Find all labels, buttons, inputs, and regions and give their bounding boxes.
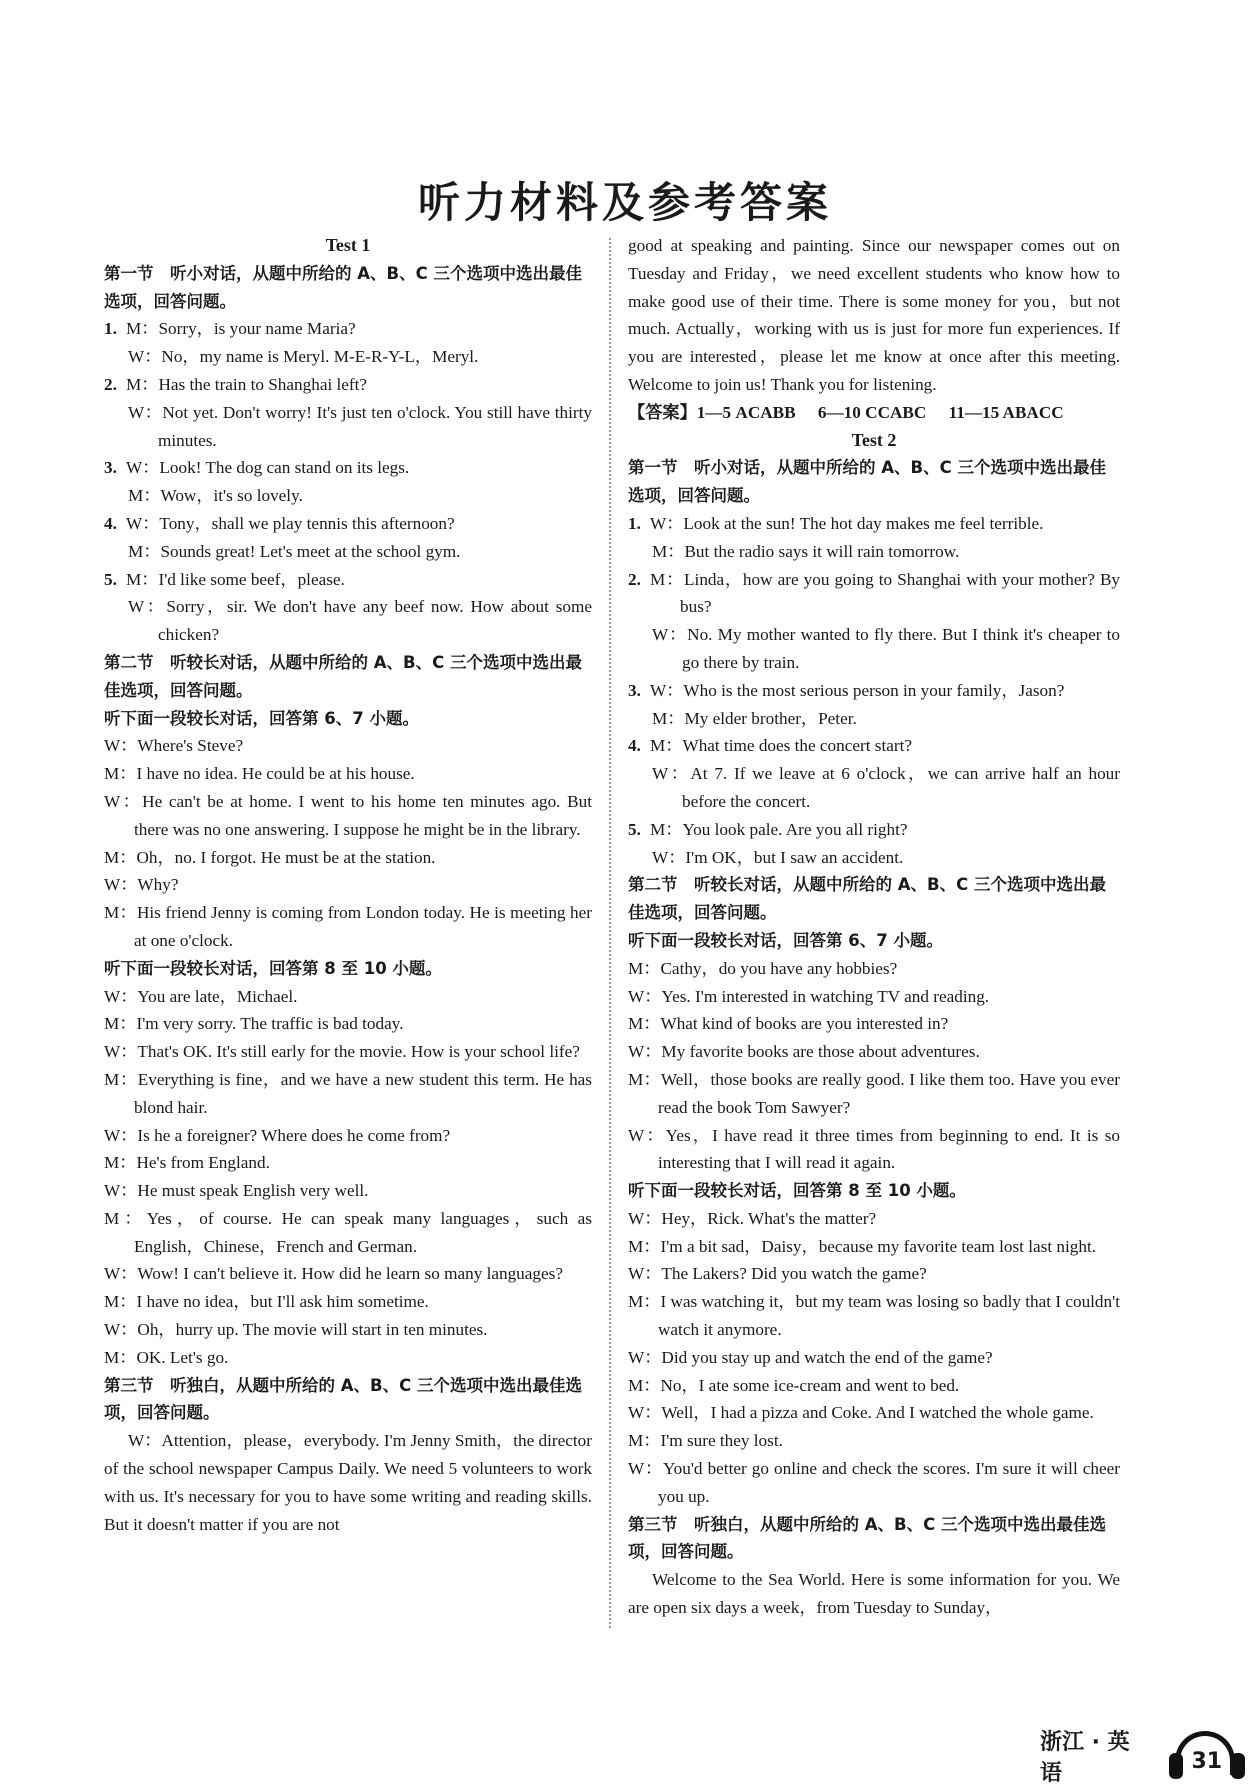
- test2-subheading-8-10: 听下面一段较长对话，回答第 8 至 10 小题。: [628, 1181, 966, 1201]
- monologue-text: W：Attention，please，everybody. I'm Jenny Smith，the director of the school newspaper Campus Daily. We need 5 volunteers to work with us. It's necessary for you to have some writing and reading skills. But it doesn't matter if you are not: [104, 1431, 592, 1534]
- question-number: 3.: [628, 680, 641, 700]
- question-number: 5.: [104, 569, 117, 589]
- page-title: 听力材料及参考答案: [417, 178, 832, 227]
- column-divider: [609, 238, 611, 1628]
- dialogue-line: M：Linda，how are you going to Shanghai with your mother? By bus?: [650, 569, 1120, 617]
- dialogue-line: W：You are late，Michael.: [104, 986, 298, 1006]
- test1-section2-heading: 第二节 听较长对话，从题中所给的 A、B、C 三个选项中选出最佳选项，回答问题。: [104, 652, 582, 700]
- dialogue-line: W：Why?: [104, 875, 179, 895]
- test1-answer-key: [628, 399, 1120, 427]
- dialogue-line: W：At 7. If we leave at 6 o'clock，we can arrive half an hour before the concert.: [652, 764, 1120, 811]
- test1-subheading-8-10: 听下面一段较长对话，回答第 8 至 10 小题。: [104, 958, 442, 978]
- dialogue-line: M：Well，those books are really good. I like them too. Have you ever read the book Tom Sawyer?: [628, 1069, 1120, 1117]
- test1-section1-heading: 第一节 听小对话，从题中所给的 A、B、C 三个选项中选出最佳选项，回答问题。: [104, 263, 582, 311]
- dialogue-line: W：He can't be at home. I went to his home ten minutes ago. But there was no one answering. I suppose he might be in the library.: [104, 791, 592, 839]
- dialogue-line: W：Who is the most serious person in your family，Jason?: [650, 680, 1065, 700]
- footer-label: 浙江 · 英语: [1040, 1730, 1130, 1786]
- dialogue-line: W：Look! The dog can stand on its legs.: [126, 458, 410, 478]
- test2-section2-heading: 第二节 听较长对话，从题中所给的 A、B、C 三个选项中选出最佳选项，回答问题。: [628, 875, 1106, 923]
- monologue-text: Welcome to the Sea World. Here is some information for you. We are open six days a week，from Tuesday to Sunday，: [628, 1570, 1120, 1618]
- dialogue-line: M：What time does the concert start?: [650, 736, 913, 756]
- test2-question-3: [628, 677, 1120, 733]
- question-number: 3.: [104, 458, 117, 478]
- dialogue-line: W：He must speak English very well.: [104, 1181, 369, 1201]
- question-number: 4.: [628, 736, 641, 756]
- monologue-continuation: good at speaking and painting. Since our newspaper comes out on Tuesday and Friday，we need excellent students who know how to make good use of their time. There is some money for you，but not much. Actually，working with us is just for more fun experiences. If you are interested，please let me know at once after this meeting. Welcome to join us! Thank you for listening.: [628, 236, 1120, 394]
- dialogue-line: W：Where's Steve?: [104, 736, 244, 756]
- headphone-icon: [1161, 1731, 1250, 1781]
- dialogue-line: M：What kind of books are you interested in?: [628, 1014, 949, 1034]
- dialogue-line: M：OK. Let's go.: [104, 1347, 229, 1367]
- dialogue-line: W：Well，I had a pizza and Coke. And I watched the whole game.: [628, 1403, 1094, 1423]
- test1-title: Test 1: [325, 235, 371, 255]
- dialogue-line: M：I have no idea. He could be at his house.: [104, 764, 415, 784]
- test1-question-2: [104, 371, 592, 454]
- test1-question-1: [104, 315, 592, 371]
- dialogue-line: W：Not yet. Don't worry! It's just ten o'clock. You still have thirty minutes.: [128, 402, 592, 450]
- dialogue-line: M：I'm a bit sad，Daisy，because my favorite team lost last night.: [628, 1236, 1097, 1256]
- test2-title: Test 2: [851, 429, 897, 450]
- test1-question-5: [104, 566, 592, 649]
- dialogue-line: W：You'd better go online and check the scores. I'm sure it will cheer you up.: [628, 1459, 1120, 1506]
- dialogue-line: M：His friend Jenny is coming from London today. He is meeting her at one o'clock.: [104, 903, 592, 950]
- test2-question-5: [628, 816, 1120, 872]
- answer-6-10: 6—10 CCABC: [817, 402, 927, 422]
- dialogue-line: M：He's from England.: [104, 1153, 270, 1173]
- dialogue-line: M：Wow，it's so lovely.: [128, 486, 303, 506]
- answer-11-15: 11—15 ABACC: [948, 402, 1064, 422]
- test2-section3-heading: 第三节 听独白，从题中所给的 A、B、C 三个选项中选出最佳选项，回答问题。: [628, 1514, 1106, 1562]
- question-number: 1.: [628, 513, 641, 533]
- test2-question-4: [628, 732, 1120, 815]
- right-column: [628, 232, 1120, 1622]
- question-number: 2.: [628, 569, 641, 589]
- dialogue-line: M：I'm very sorry. The traffic is bad today.: [104, 1014, 404, 1034]
- dialogue-line: W：Is he a foreigner? Where does he come from?: [104, 1125, 451, 1145]
- dialogue-line: M：I'm sure they lost.: [628, 1431, 783, 1451]
- dialogue-line: W：Oh，hurry up. The movie will start in ten minutes.: [104, 1320, 488, 1340]
- dialogue-line: W：My favorite books are those about adventures.: [628, 1042, 980, 1062]
- dialogue-line: W：Yes. I'm interested in watching TV and reading.: [628, 986, 990, 1006]
- test1-question-4: [104, 510, 592, 566]
- dialogue-line: M：I'd like some beef，please.: [126, 569, 345, 589]
- dialogue-line: M：I was watching it，but my team was losing so badly that I couldn't watch it anymore.: [628, 1292, 1120, 1340]
- test1-subheading-6-7: 听下面一段较长对话，回答第 6、7 小题。: [104, 708, 419, 728]
- page-footer: [1040, 1725, 1250, 1787]
- dialogue-line: W：The Lakers? Did you watch the game?: [628, 1264, 927, 1284]
- dialogue-line: M：Sorry，is your name Maria?: [126, 319, 356, 339]
- dialogue-line: M：But the radio says it will rain tomorrow.: [652, 541, 960, 561]
- dialogue-line: W：Look at the sun! The hot day makes me feel terrible.: [650, 513, 1044, 533]
- left-column: [104, 232, 592, 1538]
- test1-section3-heading: 第三节 听独白，从题中所给的 A、B、C 三个选项中选出最佳选项，回答问题。: [104, 1375, 582, 1423]
- dialogue-line: M：Yes，of course. He can speak many languages，such as English，Chinese，French and German.: [104, 1208, 592, 1256]
- dialogue-line: W：No. My mother wanted to fly there. But I think it's cheaper to go there by train.: [652, 625, 1120, 672]
- question-number: 1.: [104, 319, 117, 339]
- dialogue-line: M：You look pale. Are you all right?: [650, 819, 908, 839]
- test2-section1-heading: 第一节 听小对话，从题中所给的 A、B、C 三个选项中选出最佳选项，回答问题。: [628, 458, 1106, 506]
- dialogue-line: M：Cathy，do you have any hobbies?: [628, 958, 898, 978]
- test2-question-2: [628, 566, 1120, 677]
- dialogue-line: M：Has the train to Shanghai left?: [126, 374, 368, 394]
- dialogue-line: W：Tony，shall we play tennis this afternoon?: [126, 513, 455, 533]
- dialogue-line: M：I have no idea，but I'll ask him sometime.: [104, 1292, 429, 1312]
- dialogue-line: M：No，I ate some ice-cream and went to bed.: [628, 1375, 960, 1395]
- dialogue-line: W：That's OK. It's still early for the movie. How is your school life?: [104, 1042, 580, 1062]
- question-number: 5.: [628, 819, 641, 839]
- dialogue-line: W：I'm OK，but I saw an accident.: [652, 847, 904, 867]
- question-number: 2.: [104, 374, 117, 394]
- dialogue-line: W：Did you stay up and watch the end of the game?: [628, 1347, 993, 1367]
- test2-subheading-6-7: 听下面一段较长对话，回答第 6、7 小题。: [628, 930, 943, 950]
- answer-1-5: 【答案】1—5 ACABB: [628, 402, 796, 422]
- dialogue-line: M：My elder brother，Peter.: [652, 708, 857, 728]
- dialogue-line: W：Hey，Rick. What's the matter?: [628, 1208, 877, 1228]
- test2-question-1: [628, 510, 1120, 566]
- dialogue-line: W：No，my name is Meryl. M-E-R-Y-L，Meryl.: [128, 347, 479, 367]
- dialogue-line: M：Everything is fine，and we have a new student this term. He has blond hair.: [104, 1069, 592, 1117]
- dialogue-line: W：Sorry，sir. We don't have any beef now. How about some chicken?: [128, 597, 592, 645]
- question-number: 4.: [104, 513, 117, 533]
- dialogue-line: W：Yes，I have read it three times from beginning to end. It is so interesting that I will read it again.: [628, 1125, 1120, 1173]
- test1-question-3: [104, 454, 592, 510]
- dialogue-line: W：Wow! I can't believe it. How did he learn so many languages?: [104, 1264, 563, 1284]
- dialogue-line: M：Oh，no. I forgot. He must be at the station.: [104, 847, 436, 867]
- page-number: 31: [1191, 1749, 1223, 1774]
- dialogue-line: M：Sounds great! Let's meet at the school gym.: [128, 541, 461, 561]
